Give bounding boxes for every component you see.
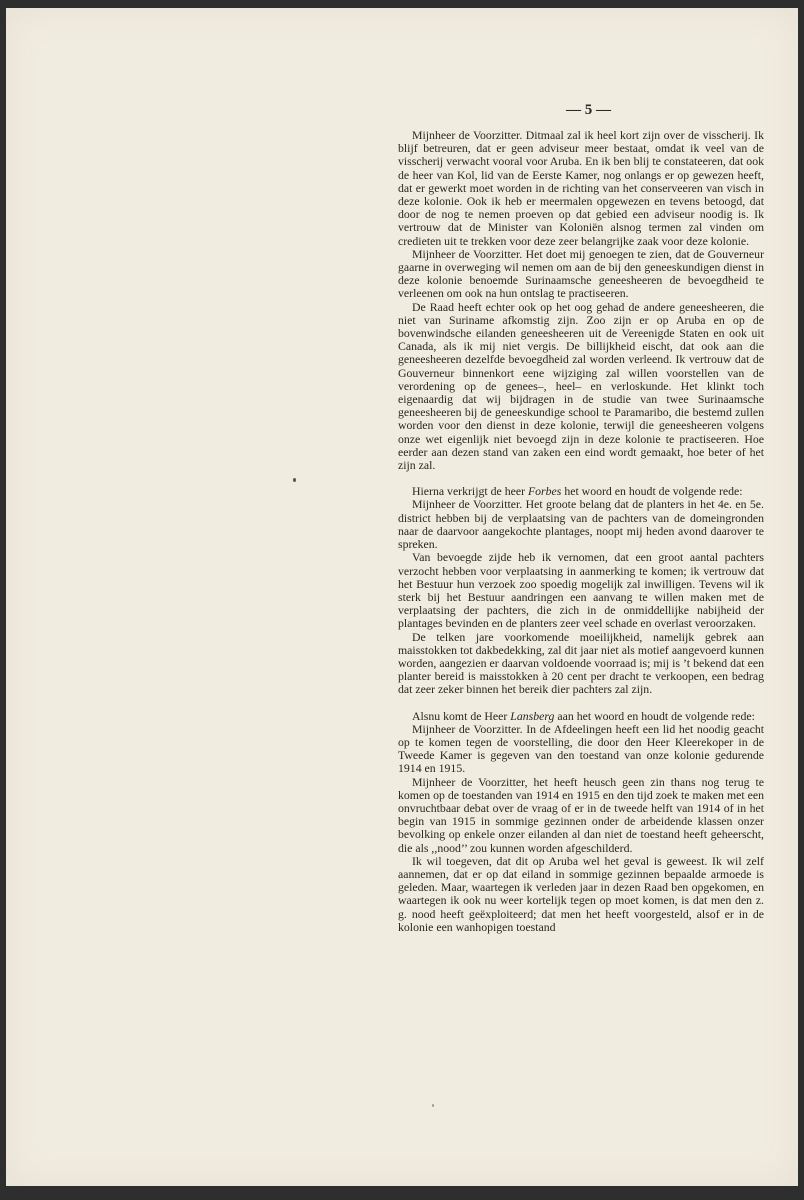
speaker-name: Forbes (527, 484, 562, 499)
paragraph: Ik wil toegeven, dat dit op Aruba wel het geval is geweest. Ik wil zelf aannemen, dat er op dat eiland in sommige gezinnen bepaalde armoede is geleden. Maar, waartegen ik verleden jaar in dezen Raad ben opgekomen, en waartegen ik ook nu weer kortelijk tegen op moet komen, is dat men den z. g. nood heeft geëxploiteerd; dat men het heeft voorgesteld, alsof er in de kolonie een wanhopigen toestand (398, 853, 764, 934)
paragraph: Mijnheer de Voorzitter, het heeft heusch geen zin thans nog terug te komen op de toestanden van 1914 en 1915 en den tijd zoek te maken met een onvruchtbaar debat over de vraag of er in de tweede helft van 1914 of in het begin van 1915 in sommige gezinnen onder de arbeidende klassen onzer bevolking op enkele onzer eilanden al dan niet de toestand heeft geheerscht, die als ,,nood’’ zou kunnen worden afgeschilderd. (398, 774, 764, 855)
paragraph: Mijnheer de Voorzitter. Het groote belang dat de planters in het 4e. en 5e. district hebben bij de verplaatsing van de pachters van de domeingronden naar de daarvoor aangekochte plantages, noopt mij heden avond daarover te spreken. (398, 497, 764, 552)
paragraph: De Raad heeft echter ook op het oog gehad de andere geneesheeren, die niet van Suriname afkomstig zijn. Zoo zijn er op Aruba en op de bovenwindsche eilanden geneesheeren uit de Vereenigde Staten en ook uit Canada, als ik mij niet vergis. De billijkheid eischt, dat ook aan die geneesheeren dezelfde bevoegdheid zal worden verleend. Ik vertrouw dat de Gouverneur binnenkort eene wijziging zal willen voorstellen van de verordening op de genees–, heel– en verloskunde. Het klinkt toch eigenaardig dat wij bijdragen in de studie van twee Surinaamsche geneesheeren bij de geneeskundige school te Paramaribo, die bestemd zullen worden voor den dienst in deze kolonie, terwijl die geneesheeren volgens onze wet eigenlijk niet bevoegd zijn in deze kolonie te practiseeren. Hoe eerder aan dezen stand van zaken een eind wordt gemaakt, hoe beter of het zijn zal. (398, 299, 764, 473)
paragraph-text: aan het woord en houdt de volgende rede: (554, 708, 755, 723)
speaker-name: Lansberg (510, 708, 555, 723)
paragraph-text: Hierna verkrijgt de heer (412, 484, 528, 499)
paragraph: Van bevoegde zijde heb ik vernomen, dat een groot aantal pachters verzocht hebben voor verplaatsing in aanmerking te komen; ik vertrouw dat het Bestuur hun verzoek zoo spoedig mogelijk zal inwilligen. Tevens wil ik sterk bij het Bestuur aandringen een aanvang te willen maken met de verplaatsing der pachters, die zich in de onmiddellijke nabijheid der plantages bevinden en de planters zeer veel schade en overlast veroorzaken. (398, 550, 764, 631)
body-text-column (398, 129, 764, 934)
scan-speck (293, 478, 296, 482)
paragraph: Mijnheer de Voorzitter. In de Afdeelingen heeft een lid het noodig geacht op te komen tegen de voorstelling, die door den Heer Kleerekoper in de Tweede Kamer is gegeven van den toestand van onze kolonie gedurende 1914 en 1915. (398, 721, 764, 776)
paragraph (398, 710, 764, 723)
paragraph: Mijnheer de Voorzitter. Het doet mij genoegen te zien, dat de Gouverneur gaarne in overweging wil nemen om aan de bij den geneeskundigen dienst in deze kolonie benoemde Surinaamsche geneesheeren de bevoegdheid te verleenen om ook na hun ontslag te practiseeren. (398, 246, 764, 301)
paragraph: De telken jare voorkomende moeilijkheid, namelijk gebrek aan maisstokken tot dakbedekking, zal dit jaar niet als motief aangevoerd kunnen worden, aangezien er daarvan voldoende voorraad is; mij is ’t bekend dat een planter bereid is maisstokken à 20 cent per dracht te verkoopen, een bedrag dat zeer zeker binnen het bereik dier pachters zal zijn. (398, 629, 764, 697)
paragraph-text: Alsnu komt de Heer (412, 708, 511, 723)
paragraph: Mijnheer de Voorzitter. Ditmaal zal ik heel kort zijn over de visscherij. Ik blijf betreuren, dat er geen adviseur meer bestaat, omdat ik veel van de visscherij verwacht vooral voor Aruba. En ik ben blij te constateeren, dat ook de heer van Kol, lid van de Eerste Kamer, nog onlangs er op gewezen heeft, dat er gewerkt moet worden in de richting van het conserveeren van visch in deze kolonie. Ook ik heb er meermalen opgewezen en tevens betoogd, dat door de nog te nemen proeven op dat gebied een adviseur noodig is. Ik vertrouw dat de Minister van Koloniën alsnog termen zal vinden om credieten uit te trekken voor deze zeer belangrijke zaak voor deze kolonie. (398, 128, 764, 248)
page-number: — 5 — (566, 102, 611, 118)
paragraph-text: het woord en houdt de volgende rede: (561, 484, 743, 499)
document-page (6, 8, 798, 1186)
scan-speck (432, 1104, 434, 1107)
